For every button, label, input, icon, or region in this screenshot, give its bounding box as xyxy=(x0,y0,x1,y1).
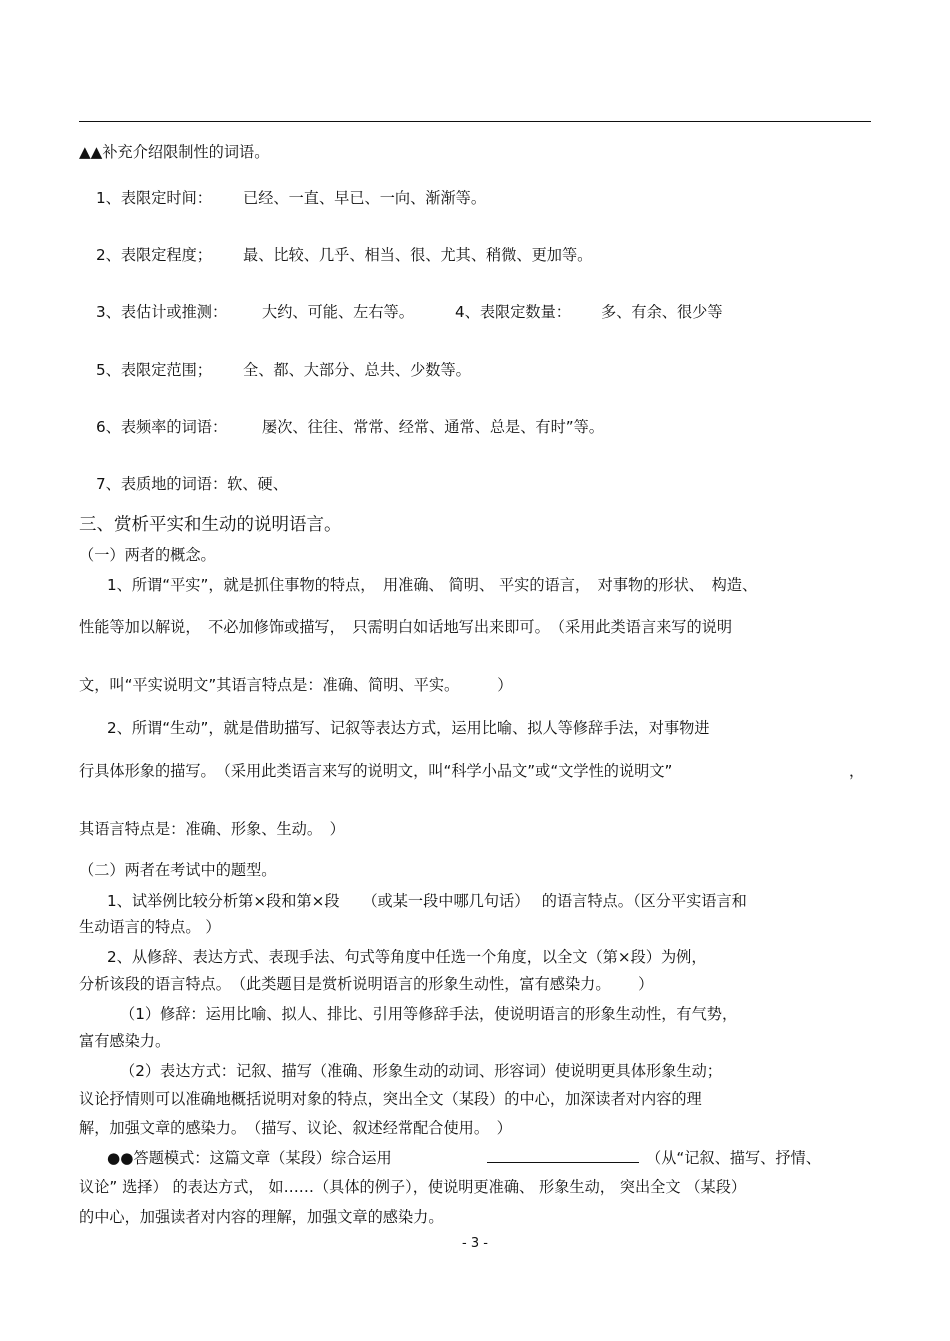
question-1-line-1: 1、试举例比较分析第×段和第×段 （或某一段中哪几句话） 的语言特点。（区分平实语言和 xyxy=(107,892,747,910)
item-3-label: 3、表估计或推测： xyxy=(96,303,228,321)
item-5-label: 5、表限定范围； xyxy=(96,361,212,379)
rhetoric-line-1: （1）修辞：运用比喻、拟人、排比、引用等修辞手法，使说明语言的形象生动性，有气势， xyxy=(120,1005,738,1023)
section-title: 三、赏析平实和生动的说明语言。 xyxy=(79,515,342,535)
page-number: - 3 - xyxy=(462,1236,488,1251)
item-5-content: 全、都、大部分、总共、少数等。 xyxy=(243,361,471,379)
item-6-label: 6、表频率的词语： xyxy=(96,418,228,436)
subsection-1-title: （一）两者的概念。 xyxy=(79,546,216,564)
fill-in-blank[interactable] xyxy=(487,1148,639,1163)
answer-pattern-line-3: 的中心，加强读者对内容的理解，加强文章的感染力。 xyxy=(79,1208,444,1226)
item-1-content: 已经、一直、早已、一向、渐渐等。 xyxy=(243,189,486,207)
subsection-2-title: （二）两者在考试中的题型。 xyxy=(79,861,277,879)
paragraph-2-line-2-end: ， xyxy=(849,762,865,780)
paragraph-1-line-3: 文，叫“平实说明文”其语言特点是：准确、简明、平实。 ） xyxy=(79,676,513,694)
answer-pattern-suffix: （从“记叙、描写、抒情、 xyxy=(646,1149,821,1167)
paragraph-1-line-2: 性能等加以解说， 不必加修饰或描写， 只需明白如话地写出来即可。 （采用此类语言来写的说明 xyxy=(79,618,733,636)
answer-blank[interactable] xyxy=(485,1148,641,1168)
paragraph-2-line-1: 2、所谓“生动”，就是借助描写、记叙等表达方式，运用比喻、拟人等修辞手法，对事物进 xyxy=(107,719,710,737)
paragraph-2-line-2: 行具体形象的描写。 （采用此类语言来写的说明文，叫“科学小品文”或“文学性的说明文” xyxy=(79,762,673,780)
expression-line-1: （2）表达方式：记叙、描写（准确、形象生动的动词、形容词）使说明更具体形象生动； xyxy=(120,1062,722,1080)
question-2-line-1: 2、从修辞、表达方式、表现手法、句式等角度中任选一个角度，以全文（第×段）为例， xyxy=(107,948,707,966)
item-6-content: 屡次、往往、常常、经常、通常、总是、有时”等。 xyxy=(262,418,604,436)
expression-line-3: 解，加强文章的感染力。 （描写、议论、叙述经常配合使用。 ） xyxy=(79,1119,512,1137)
item-7-label: 7、表质地的词语：软、硬、 xyxy=(96,475,288,493)
supplement-heading: ▲▲补充介绍限制性的词语。 xyxy=(79,143,270,161)
item-2-content: 最、比较、几乎、相当、很、尤其、稍微、更加等。 xyxy=(243,246,593,264)
question-2-line-2: 分析该段的语言特点。 （此类题目是赏析说明语言的形象生动性，富有感染力。 ） xyxy=(79,975,654,993)
question-1-line-2: 生动语言的特点。 ） xyxy=(79,918,221,936)
paragraph-1-line-1: 1、所谓“平实”，就是抓住事物的特点， 用准确、 简明、 平实的语言， 对事物的形状、 构造、 xyxy=(107,576,758,594)
paragraph-2-line-3: 其语言特点是：准确、形象、生动。 ） xyxy=(79,820,345,838)
rhetoric-line-2: 富有感染力。 xyxy=(79,1032,171,1050)
item-2-label: 2、表限定程度； xyxy=(96,246,212,264)
answer-pattern-line-1 xyxy=(107,1148,392,1168)
item-4-content: 多、有余、很少等 xyxy=(601,303,723,321)
answer-pattern-prefix: ●●答题模式：这篇文章（某段）综合运用 xyxy=(107,1149,392,1167)
answer-pattern-line-2: 议论” 选择） 的表达方式， 如……（具体的例子），使说明更准确、 形象生动， 突出全文 （某段） xyxy=(79,1178,747,1196)
item-4-label: 4、表限定数量： xyxy=(455,303,571,321)
item-1-label: 1、表限定时间： xyxy=(96,189,212,207)
expression-line-2: 议论抒情则可以准确地概括说明对象的特点，突出全文（某段）的中心，加深读者对内容的理 xyxy=(79,1090,702,1108)
header-rule xyxy=(79,121,871,122)
item-3-content: 大约、可能、左右等。 xyxy=(262,303,414,321)
